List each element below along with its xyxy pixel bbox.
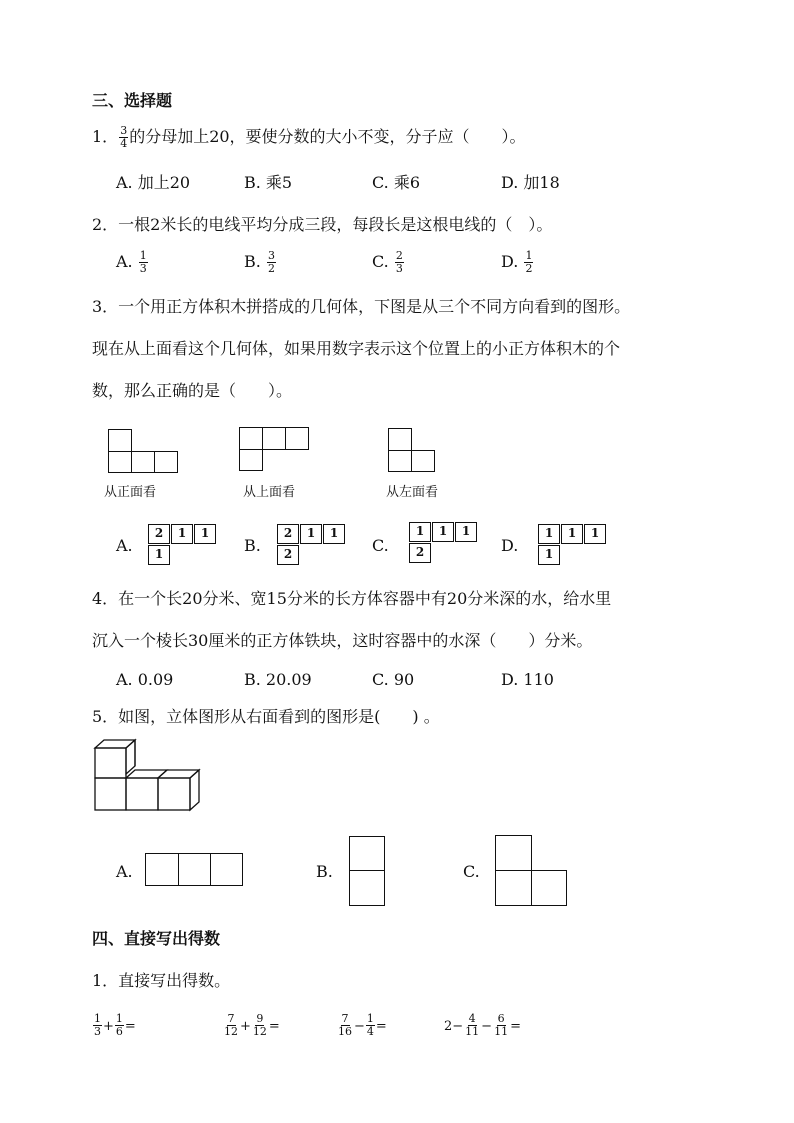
question-2: 2．一根2米长的电线平均分成三段，每段长是这根电线的（ ）。 [92, 215, 553, 234]
question-5: 5．如图，立体图形从右面看到的图形是( ) 。 [92, 707, 440, 726]
q1-option-b[interactable]: B. 乘5 [244, 173, 293, 192]
q5-option-c-label[interactable]: C. [463, 862, 480, 881]
q3-option-d-label[interactable]: D. [501, 536, 519, 555]
left-view-caption: 从左面看 [386, 485, 439, 500]
front-view-caption: 从正面看 [104, 485, 157, 500]
question-3-line-2: 现在从上面看这个几何体，如果用数字表示这个位置上的小正方体积木的个 [92, 339, 621, 358]
question-3-line-3: 数，那么正确的是（ ）。 [92, 381, 293, 400]
q3-option-a-label[interactable]: A. [116, 536, 133, 555]
calc-item-1: $\frac{1}{3}$ + $\frac{1}{6}$ = [94, 1012, 136, 1038]
section-4-question-1: 1．直接写出得数。 [92, 971, 231, 990]
q1-option-a[interactable]: A. 加上20 [116, 173, 191, 192]
section-4-title: 四、直接写出得数 [92, 929, 221, 948]
q5-option-a-label[interactable]: A. [116, 862, 133, 881]
q2-option-d[interactable]: D. $\frac{1}{2}$ [501, 249, 533, 275]
q4-option-d[interactable]: D. 110 [501, 670, 554, 689]
question-4-line-1: 4．在一个长20分米、宽15分米的长方体容器中有20分米深的水，给水里 [92, 589, 612, 608]
q2-option-a[interactable]: A. $\frac{1}{3}$ [116, 249, 147, 275]
q4-option-c[interactable]: C. 90 [372, 670, 415, 689]
q3-option-b-label[interactable]: B. [244, 536, 261, 555]
q4-option-b[interactable]: B. 20.09 [244, 670, 312, 689]
question-1-number: 1． [92, 127, 119, 146]
question-1-text: 的分母加上20，要使分数的大小不变，分子应（ ）。 [129, 127, 526, 146]
question-3-line-1: 3．一个用正方体积木拼搭成的几何体，下图是从三个不同方向看到的图形。 [92, 297, 631, 316]
question-1 [92, 124, 526, 150]
fraction-3-4: $\frac{3}{4}$ [120, 124, 128, 150]
calc-item-2: $\frac{7}{12}$ + $\frac{9}{12}$ = [224, 1012, 280, 1038]
q5-option-b-label[interactable]: B. [316, 862, 333, 881]
q4-option-a[interactable]: A. 0.09 [116, 670, 174, 689]
top-view-caption: 从上面看 [243, 485, 296, 500]
calc-item-4: 2− $\frac{4}{11}$ − $\frac{6}{11}$ = [444, 1012, 521, 1038]
q3-option-c-label[interactable]: C. [372, 536, 389, 555]
q2-option-b[interactable]: B. $\frac{3}{2}$ [244, 249, 275, 275]
q1-option-d[interactable]: D. 加18 [501, 173, 560, 192]
cube-solid-figure [90, 736, 205, 814]
q1-option-c[interactable]: C. 乘6 [372, 173, 421, 192]
question-4-line-2: 沉入一个棱长30厘米的正方体铁块，这时容器中的水深（ ）分米。 [92, 631, 593, 650]
section-3-title: 三、选择题 [92, 91, 173, 110]
calc-item-3: $\frac{7}{16}$ − $\frac{1}{4}$ = [338, 1012, 387, 1038]
q2-option-c[interactable]: C. $\frac{2}{3}$ [372, 249, 403, 275]
